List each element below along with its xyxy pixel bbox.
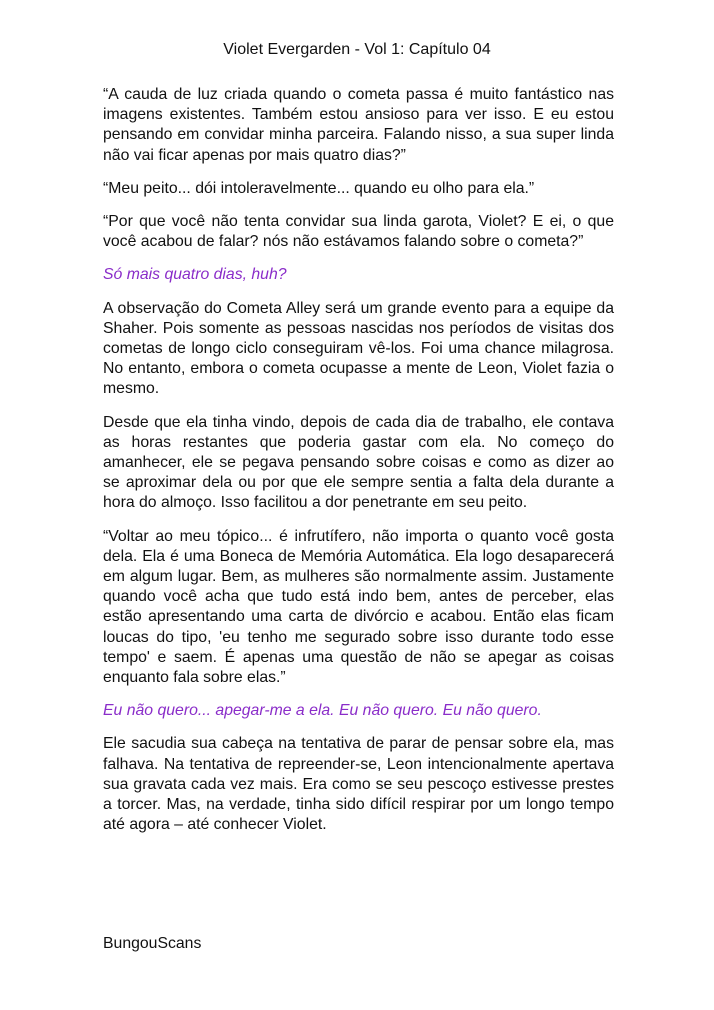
dialogue-paragraph: “Meu peito... dói intoleravelmente... quando eu olho para ela.” (103, 179, 535, 197)
dialogue-paragraph: “A cauda de luz criada quando o cometa passa é muito fantástico nas imagens existentes. Também estou ansioso para ver isso. E eu estou pensando em convidar minha parceira. Falando nisso, a sua super linda não vai ficar apenas por mais quatro dias?” (103, 86, 614, 164)
narration-paragraph: Desde que ela tinha vindo, depois de cada dia de trabalho, ele contava as horas restantes que poderia gastar com ela. No começo do amanhecer, ele se pegava pensando sobre coisas e como as dizer ao se aproximar dela ou por que ele sempre sentia a falta dela durante a hora do almoço. Isso facilitou a dor penetrante em seu peito. (103, 413, 614, 512)
narration-paragraph: A observação do Cometa Alley será um grande evento para a equipe da Shaher. Pois somente as pessoas nascidas nos períodos de visitas dos cometas de longo ciclo conseguiram vê-los. Foi uma chance milagrosa. No entanto, embora o cometa ocupasse a mente de Leon, Violet fazia o mesmo. (103, 299, 614, 398)
inner-thought: Eu não quero... apegar-me a ela. Eu não quero. Eu não quero. (103, 702, 542, 720)
chapter-body (103, 85, 614, 849)
dialogue-paragraph: “Por que você não tenta convidar sua linda garota, Violet? E ei, o que você acabou de falar? nós não estávamos falando sobre o cometa?” (103, 213, 614, 251)
narration-paragraph: Ele sacudia sua cabeça na tentativa de parar de pensar sobre ela, mas falhava. Na tentativa de repreender-se, Leon intencionalmente apertava sua gravata cada vez mais. Era como se seu pescoço estivesse prestes a torcer. Mas, na verdade, tinha sido difícil respirar por um longo tempo até agora – até conhecer Violet. (103, 735, 614, 834)
dialogue-paragraph: “Voltar ao meu tópico... é infrutífero, não importa o quanto você gosta dela. Ela é uma Boneca de Memória Automática. Ela logo desaparecerá em algum lugar. Bem, as mulheres são normalmente assim. Justamente quando você acha que tudo está indo bem, antes de perceber, elas estão apresentando uma carta de divórcio e acabou. Então elas ficam loucas do tipo, 'eu tenho me segurado sobre isso durante todo esse tempo' e saem. É apenas uma questão de não se apegar as coisas enquanto fala sobre elas.” (103, 527, 614, 687)
inner-thought: Só mais quatro dias, huh? (103, 266, 287, 284)
scanlation-credit: BungouScans (103, 935, 202, 952)
page-title: Violet Evergarden - Vol 1: Capítulo 04 (223, 41, 491, 58)
